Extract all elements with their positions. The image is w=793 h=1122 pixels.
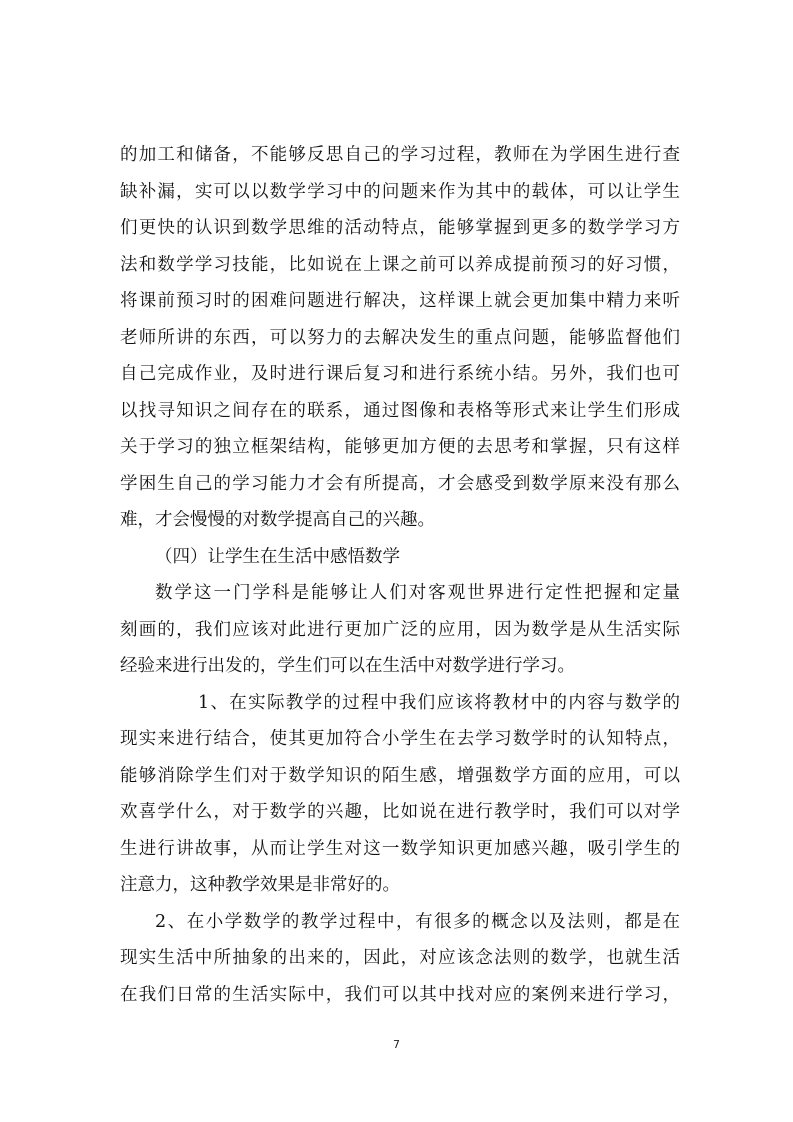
text-line: 以找寻知识之间存在的联系，通过图像和表格等形式来让学生们形成 — [120, 400, 680, 421]
text-line: 现实生活中所抽象的出来的，因此，对应该念法则的数学，也就生活 — [120, 948, 680, 968]
text-line: 老师所讲的东西，可以努力的去解决发生的重点问题，能够监督他们 — [120, 327, 680, 348]
text-line: 在我们日常的生活实际中，我们可以其中找对应的案例来进行学习， — [120, 984, 680, 1005]
text-line: 将课前预习时的困难问题进行解决，这样课上就会更加集中精力来听 — [120, 291, 680, 311]
text-line: 关于学习的独立框架结构，能够更加方便的去思考和掌握，只有这样 — [120, 437, 680, 457]
text-line: 2、在小学数学的教学过程中，有很多的概念以及法则，都是在 — [155, 911, 680, 932]
text-line: 法和数学学习技能，比如说在上课之前可以养成提前预习的好习惯， — [120, 254, 680, 275]
text-line: 的加工和储备，不能够反思自己的学习过程，教师在为学困生进行查 — [120, 145, 680, 165]
text-line: 现实来进行结合，使其更加符合小学生在去学习数学时的认知特点， — [120, 729, 680, 749]
text-line: 自己完成作业，及时进行课后复习和进行系统小结。另外，我们也可 — [120, 364, 680, 384]
text-line: 数学这一门学科是能够让人们对客观世界进行定性把握和定量 — [155, 583, 680, 603]
text-line: 能够消除学生们对于数学知识的陌生感，增强数学方面的应用，可以 — [120, 765, 680, 786]
text-line: 难，才会慢慢的对数学提高自己的兴趣。 — [120, 510, 435, 530]
text-line: 学困生自己的学习能力才会有所提高，才会感受到数学原来没有那么 — [120, 473, 680, 494]
text-line: 经验来进行出发的，学生们可以在生活中对数学进行学习。 — [120, 656, 575, 676]
text-line: 1、在实际教学的过程中我们应该将教材中的内容与数学的 — [198, 692, 680, 713]
text-line: 欢喜学什么，对于数学的兴趣，比如说在进行教学时，我们可以对学 — [120, 802, 680, 822]
body-text — [120, 137, 680, 1013]
text-line: 注意力，这种教学效果是非常好的。 — [120, 875, 400, 895]
text-line: 刻画的，我们应该对此进行更加广泛的应用，因为数学是从生活实际 — [120, 619, 680, 640]
section-heading: （四）让学生在生活中感悟数学 — [155, 546, 400, 567]
text-line: 生进行讲故事，从而让学生对这一数学知识更加感兴趣，吸引学生的 — [120, 838, 680, 859]
text-line: 们更快的认识到数学思维的活动特点，能够掌握到更多的数学学习方 — [120, 218, 680, 238]
text-line: 缺补漏，实可以以数学学习中的问题来作为其中的载体，可以让学生 — [120, 181, 680, 202]
page-number: 7 — [393, 1038, 400, 1051]
